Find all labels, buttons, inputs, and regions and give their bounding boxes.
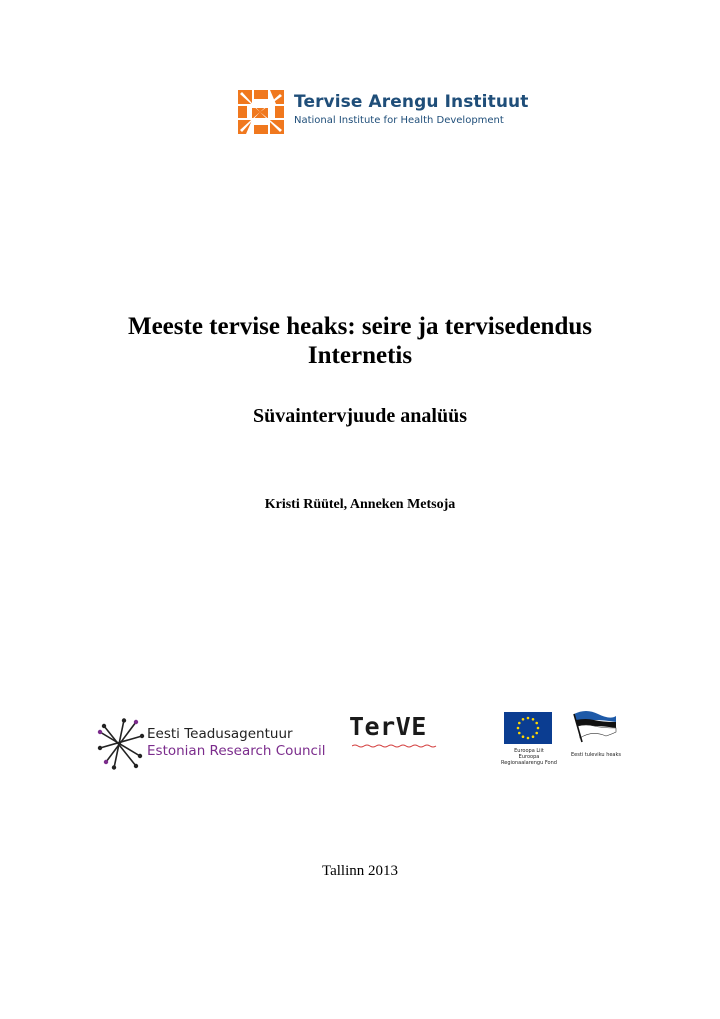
eu-text-line-3: Regionaalarengu Fond (501, 760, 557, 766)
terve-logo: TerVE (349, 712, 427, 741)
estonian-flag-icon (572, 710, 618, 744)
document-subtitle: Süvaintervjuude analüüs (253, 405, 467, 427)
eu-fund-logo (500, 712, 558, 766)
etag-logo (96, 718, 326, 770)
eu-text-line-1: Euroopa Liit (514, 748, 544, 754)
tai-subtitle: National Institute for Health Development (294, 115, 504, 126)
etag-name-et: Eesti Teadusagentuur (147, 726, 293, 742)
tai-name: Tervise Arengu Instituut (294, 92, 529, 112)
tai-sunburst-icon (238, 90, 284, 134)
etag-star-icon (96, 718, 146, 770)
tai-logo (238, 90, 529, 134)
document-title-line-1: Meeste tervise heaks: seire ja tervisedendus (127, 313, 592, 340)
document-authors: Kristi Rüütel, Anneken Metsoja (264, 497, 456, 512)
eu-text-line-2: Euroopa (518, 754, 540, 760)
place-and-year: Tallinn 2013 (321, 863, 399, 879)
ee-logo-text: Eesti tuleviku heaks (570, 752, 622, 758)
document-title-line-2: Internetis (307, 342, 413, 369)
eu-flag-icon (504, 712, 552, 744)
etag-name-en: Estonian Research Council (147, 743, 326, 759)
terve-underline-icon (352, 744, 438, 748)
eesti-tuleviku-heaks-logo (566, 710, 626, 760)
